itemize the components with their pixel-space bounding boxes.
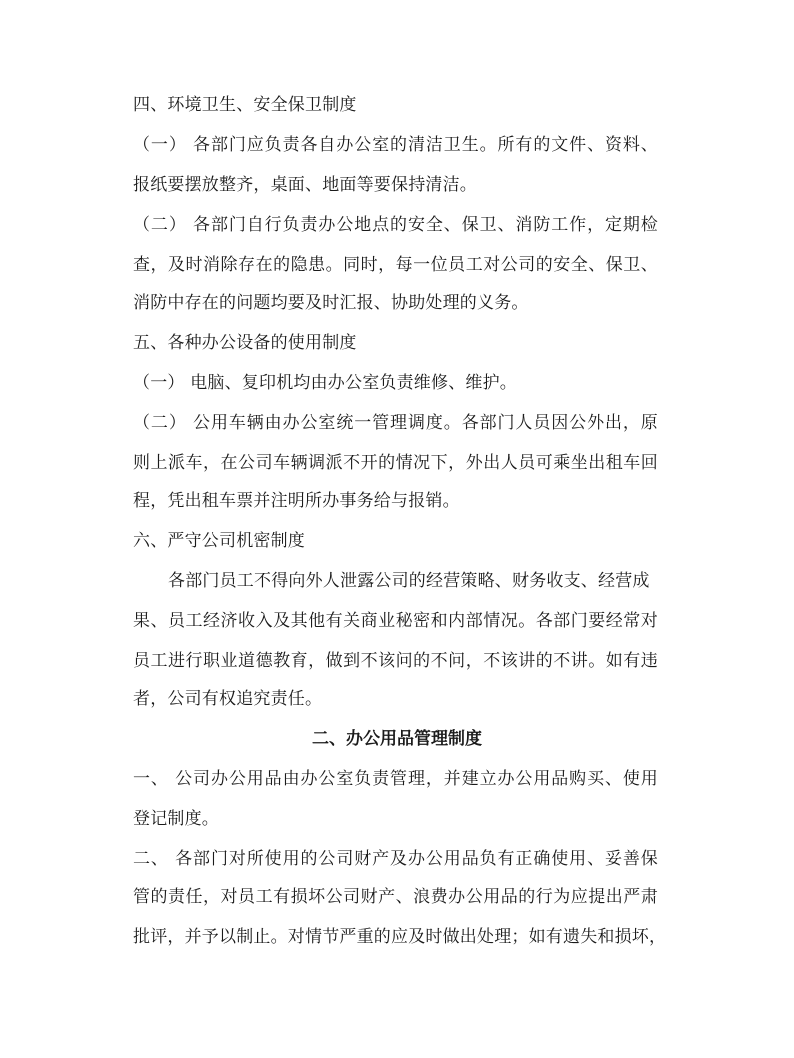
paragraph-line: 则上派车，在公司车辆调派不开的情况下，外出人员可乘坐出租车回 [133, 453, 658, 473]
paragraph-line: （二） 公用车辆由办公室统一管理调度。各部门人员因公外出，原 [133, 413, 658, 433]
paragraph-line: 报纸要摆放整齐，桌面、地面等要保持清洁。 [133, 175, 477, 195]
section-heading-confidentiality: 六、严守公司机密制度 [133, 531, 305, 551]
paragraph-line: 查，及时消除存在的隐患。同时，每一位员工对公司的安全、保卫、 [133, 255, 658, 275]
paragraph-line: 一、 公司办公用品由办公室负责管理，并建立办公用品购买、使用 [133, 769, 658, 789]
paragraph-line: 各部门员工不得向外人泄露公司的经营策略、财务收支、经营成 [168, 571, 650, 591]
section-heading-environment: 四、环境卫生、安全保卫制度 [133, 95, 357, 115]
paragraph-line: （一） 电脑、复印机均由办公室负责维修、维护。 [133, 373, 518, 393]
section-title-office-supplies: 二、办公用品管理制度 [312, 729, 482, 749]
section-heading-equipment: 五、各种办公设备的使用制度 [133, 333, 357, 353]
paragraph-line: （二） 各部门自行负责办公地点的安全、保卫、消防工作，定期检 [133, 215, 658, 235]
paragraph-line: 批评，并予以制止。对情节严重的应及时做出处理；如有遗失和损坏， [133, 927, 667, 947]
paragraph-line: 员工进行职业道德教育，做到不该问的不问，不该讲的不讲。如有违 [133, 651, 658, 671]
paragraph-line: （一） 各部门应负责各自办公室的清洁卫生。所有的文件、资料、 [133, 135, 658, 155]
paragraph-line: 者，公司有权追究责任。 [133, 689, 323, 709]
paragraph-line: 登记制度。 [133, 809, 219, 829]
paragraph-line: 果、员工经济收入及其他有关商业秘密和内部情况。各部门要经常对 [133, 611, 658, 631]
paragraph-line: 程，凭出租车票并注明所办事务给与报销。 [133, 491, 460, 511]
paragraph-line: 管的责任，对员工有损坏公司财产、浪费办公用品的行为应提出严肃 [133, 887, 658, 907]
paragraph-line: 消防中存在的问题均要及时汇报、协助处理的义务。 [133, 293, 529, 313]
paragraph-line: 二、 各部门对所使用的公司财产及办公用品负有正确使用、妥善保 [133, 849, 658, 869]
